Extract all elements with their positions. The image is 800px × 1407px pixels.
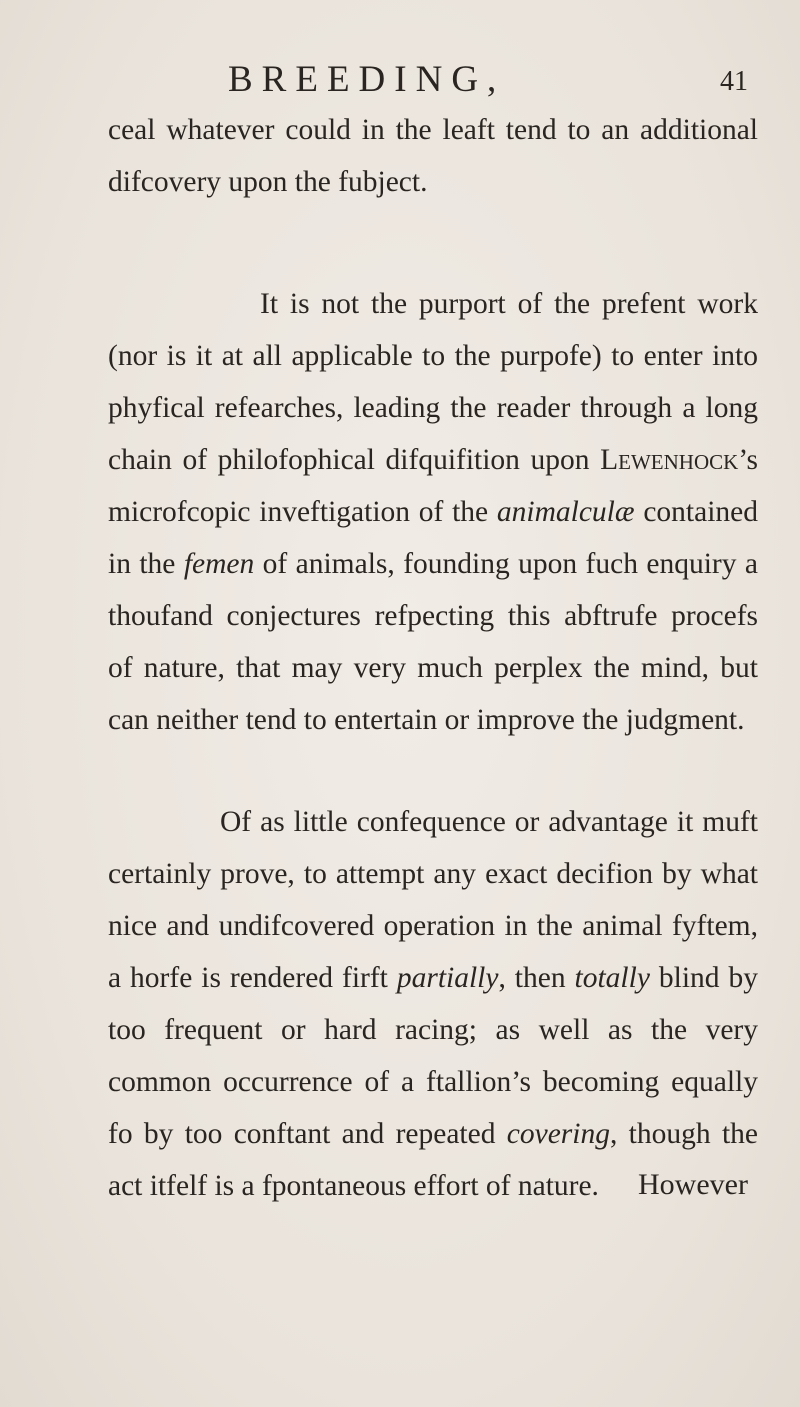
paragraph-2-part-3: contained in the — [108, 496, 758, 580]
catchword: However — [638, 1168, 748, 1201]
paragraph-2-part-4: of animals, founding upon fuch enquiry a thoufand conjectures refpecting this abftrufe procefs of nature, that may very much perplex the mind, but can neither tend to entertain or improve the judgment. — [108, 548, 758, 736]
italic-term-partially: partially — [396, 962, 499, 994]
paragraph-2-part-1: It is not the purport of the prefent work (nor is it at all applicable to the purpofe) to enter into phyfical refearches, leading the reader through a long chain of philofophical difquifition upon — [108, 288, 758, 476]
running-title: BREEDING, — [228, 59, 506, 100]
author-name: Lewenhock — [600, 444, 739, 476]
italic-term-semen: femen — [183, 548, 255, 580]
paragraph-1-text: ceal whatever could in the leaft tend to an additional difcovery upon the fubject. — [108, 114, 758, 198]
paragraph-1 — [108, 104, 758, 208]
paragraph-2-part-2: ’s microfcopic inveftigation of the — [108, 444, 758, 528]
italic-term-covering: covering — [506, 1118, 610, 1150]
italic-term-totally: totally — [574, 962, 650, 994]
paragraph-3-part-1: Of as little confequence or advantage it muft certainly prove, to attempt any exact decifion by what nice and undifcovered operation in the animal fyftem, a horfe is rendered firft — [108, 806, 758, 994]
paragraph-3-part-4: , though the act itfelf is a fpontaneous effort of nature. — [108, 1118, 758, 1202]
italic-term-animalculae: animalculæ — [496, 496, 635, 528]
running-head — [0, 58, 800, 108]
page-number: 41 — [720, 66, 748, 97]
paragraph-3-part-2: , then — [498, 962, 575, 994]
paragraph-3-part-3: blind by too frequent or hard racing; as well as the very common occurrence of a ftallion’s becoming equally fo by too conftant and repeated — [108, 962, 758, 1150]
paragraph-2 — [108, 278, 758, 746]
paragraph-3 — [108, 796, 758, 1212]
